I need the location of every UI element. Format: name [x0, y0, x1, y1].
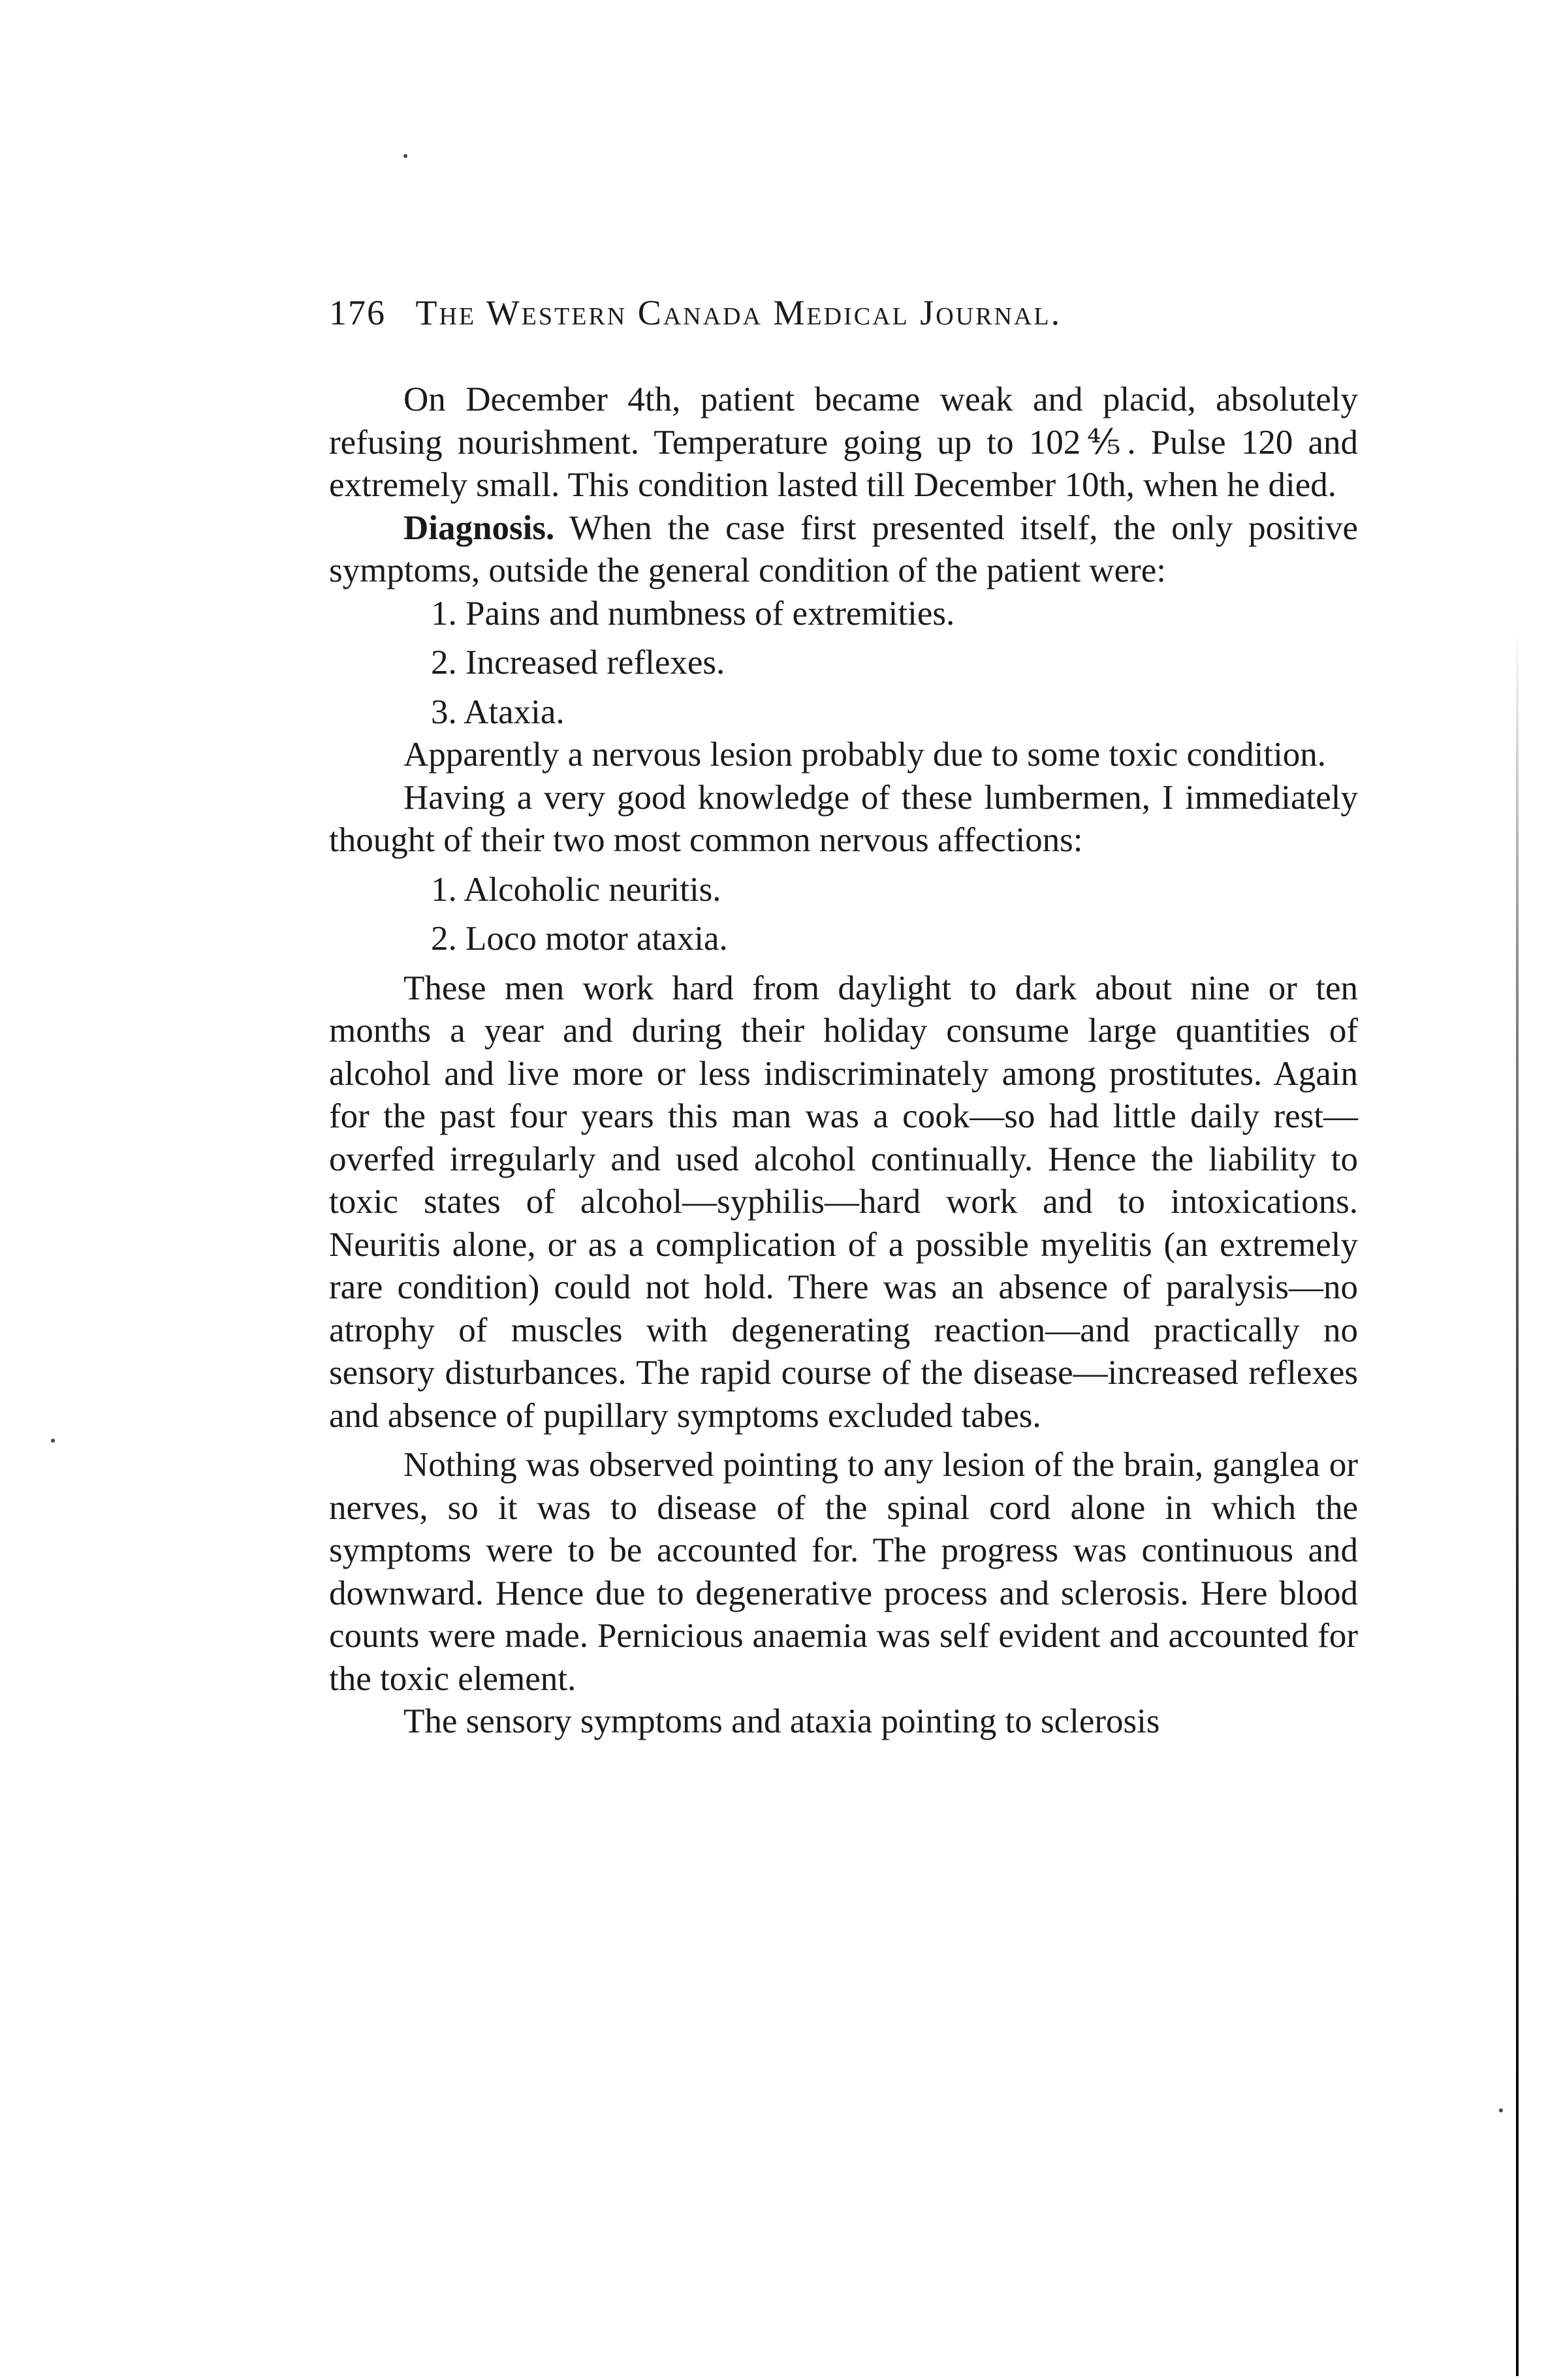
list-number: 2.	[431, 920, 457, 958]
page-number: 176	[329, 293, 386, 332]
paragraph-diagnosis	[329, 507, 1358, 593]
list-number: 1.	[431, 870, 457, 909]
paragraph-history: These men work hard from daylight to dark about nine or ten months a year and during their holiday consume large quantities of alcohol and live more or less indiscriminately among prostitutes. Again for the past four years this man was a cook—so had little daily rest—overfed irregularly and used alcohol continually. Hence the liability to toxic states of alcohol—syphilis—hard work and to intoxications. Neuritis alone, or as a complication of a possible myelitis (an extremely rare condition) could not hold. There was an absence of paralysis—no atrophy of muscles with degenerating reaction—and practically no sensory disturbances. The rapid course of the disease—increased reflexes and absence of pupillary symptoms excluded tabes.	[329, 969, 1358, 1435]
list-number: 3.	[431, 693, 457, 731]
list-number: 1.	[431, 594, 457, 633]
article-body	[329, 379, 1358, 1744]
diagnosis-text: When the case first presented itself, the only positive symptoms, outside the general condition of the patient were:	[329, 509, 1359, 589]
paragraph-condition: On December 4th, patient became weak and placid, absolutely refusing nourishment. Temperature going up to 102⅘. Pulse 120 and extremely small. This condition lasted till December 10th, when he died.	[329, 381, 1358, 504]
symptom-list	[329, 593, 1358, 734]
paragraph-sclerosis: The sensory symptoms and ataxia pointing to sclerosis	[403, 1702, 1160, 1740]
list-item	[329, 642, 1358, 685]
list-number: 2.	[431, 644, 457, 681]
list-text: Ataxia.	[464, 693, 565, 731]
paragraph-lesion: Apparently a nervous lesion probably due to some toxic condition.	[403, 736, 1327, 774]
paragraph-spinal-cord: Nothing was observed pointing to any lesion of the brain, ganglea or nerves, so it was to disease of the spinal cord alone in which the symptoms were to be accounted for. The progress was continuous and downward. Hence due to degenerative process and sclerosis. Here blood counts were made. Pernicious anaemia was self evident and accounted for the toxic element.	[329, 1446, 1358, 1698]
list-item	[329, 918, 1358, 961]
running-header	[329, 292, 1358, 333]
list-text: Alcoholic neuritis.	[464, 870, 721, 909]
paragraph-lumbermen: Having a very good knowledge of these lumbermen, I immediately thought of their two most common nervous affections:	[329, 778, 1358, 859]
list-item	[329, 691, 1358, 734]
list-text: Pains and numbness of extremities.	[465, 594, 955, 633]
scan-speck	[51, 1439, 55, 1443]
journal-title: The Western Canada Medical Journal.	[415, 293, 1062, 332]
scan-speck	[403, 154, 407, 158]
affection-list	[329, 869, 1358, 961]
list-text: Increased reflexes.	[465, 644, 725, 681]
scan-edge-shadow	[1516, 627, 1519, 2376]
list-item	[329, 869, 1358, 912]
list-text: Loco motor ataxia.	[465, 920, 728, 958]
list-item	[329, 593, 1358, 636]
diagnosis-heading: Diagnosis.	[403, 509, 555, 547]
scan-speck	[1499, 2108, 1503, 2112]
